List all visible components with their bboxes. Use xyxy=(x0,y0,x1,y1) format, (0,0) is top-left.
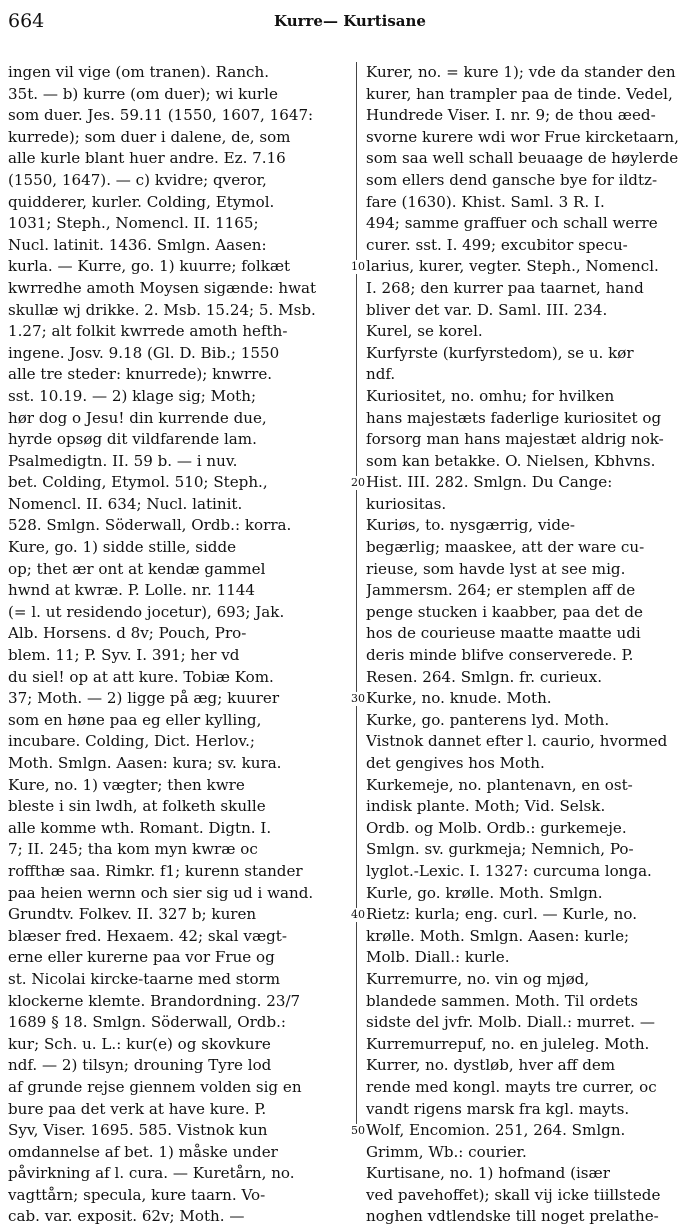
text-line: Kurer, no. = kure 1); vde da stander den xyxy=(366,63,676,81)
text-line: som duer. Jes. 59.11 (1550, 1607, 1647: xyxy=(8,106,314,125)
text-line: hans majestæts faderlige kuriositet og xyxy=(366,408,662,427)
line-number: 40 xyxy=(351,908,365,922)
text-line: Kurke, go. panterens lyd. Moth. xyxy=(366,710,610,729)
text-line: kurla. — Kurre, go. 1) kuurre; folkæt xyxy=(8,257,291,276)
text-line: Smlgn. sv. gurkmeja; Nemnich, Po- xyxy=(366,840,634,859)
line-number: 20 xyxy=(351,476,365,490)
text-line: Grundtv. Folkev. II. 327 b; kuren xyxy=(8,905,257,924)
text-line: Kurkemeje, no. plantenavn, en ost- xyxy=(366,775,633,794)
text-line: som ellers dend gansche bye for ildtz- xyxy=(366,170,658,189)
text-line: Kure, go. 1) sidde stille, sidde xyxy=(8,538,237,557)
text-line: rende med kongl. mayts tre currer, oc xyxy=(366,1077,657,1096)
text-line: deris minde blifve conserverede. P. xyxy=(366,646,634,665)
text-line: (= l. ut residendo jocetur), 693; Jak. xyxy=(8,602,285,621)
text-line: st. Nicolai kircke-taarne med storm xyxy=(8,969,281,988)
text-line: roffthæ saa. Rimkr. f1; kurenn stander xyxy=(8,861,303,880)
text-line: Syv, Viser. 1695. 585. Vistnok kun xyxy=(8,1121,268,1140)
text-line: kurer, han trampler paa de tinde. Vedel, xyxy=(366,84,673,103)
text-line: af grunde rejse giennem volden sig en xyxy=(8,1077,302,1096)
text-line: påvirkning af l. cura. — Kuretårn, no. xyxy=(8,1164,295,1183)
text-line: cab. var. exposit. 62v; Moth. — xyxy=(8,1207,245,1226)
text-line: 1689 § 18. Smlgn. Söderwall, Ordb.: xyxy=(8,1013,287,1032)
text-line: Moth. Smlgn. Aasen: kura; sv. kura. xyxy=(8,754,282,772)
text-line: vagttårn; specula, kure taarn. Vo- xyxy=(8,1185,266,1204)
text-line: 37; Moth. — 2) ligge på æg; kuurer xyxy=(8,689,280,708)
text-line: Kuriositet, no. omhu; for hvilken xyxy=(366,386,615,405)
text-line: bure paa det verk at have kure. P. xyxy=(8,1099,267,1118)
text-line: Kure, no. 1) vægter; then kwre xyxy=(8,775,245,794)
text-line: det gengives hos Moth. xyxy=(366,754,545,772)
text-line: 1031; Steph., Nomencl. II. 1165; xyxy=(8,214,259,233)
text-line: 1.27; alt folkit kwrrede amoth hefth- xyxy=(8,322,288,341)
text-line: Kuriøs, to. nysgærrig, vide- xyxy=(366,516,576,535)
text-line: Nucl. latinit. 1436. Smlgn. Aasen: xyxy=(8,235,267,254)
text-line: Grimm, Wb.: courier. xyxy=(366,1142,527,1161)
text-line: hør dog o Jesu! din kurrende due, xyxy=(8,408,267,427)
text-line: op; thet ær ont at kendæ gammel xyxy=(8,559,266,578)
text-line: forsorg man hans majestæt aldrig nok- xyxy=(366,430,664,449)
text-line: sst. 10.19. — 2) klage sig; Moth; xyxy=(8,386,257,405)
line-number: 50 xyxy=(351,1124,365,1138)
text-line: som saa well schall beuaage de høylerde xyxy=(366,149,679,168)
text-line: svorne kurere wdi wor Frue kircketaarn, xyxy=(366,127,679,146)
text-line: Wolf, Encomion. 251, 264. Smlgn. xyxy=(366,1121,626,1140)
text-line: bliver det var. D. Saml. III. 234. xyxy=(366,300,608,319)
text-line: Kurremurrepuf, no. en juleleg. Moth. xyxy=(366,1034,650,1053)
text-line: incubare. Colding, Dict. Herlov.; xyxy=(8,732,255,751)
text-line: Kurfyrste (kurfyrstedom), se u. kør xyxy=(366,343,634,362)
text-line: Jammersm. 264; er stemplen aff de xyxy=(366,581,636,600)
text-line: kurrede); som duer i dalene, de, som xyxy=(8,127,291,146)
text-line: du siel! op at att kure. Tobiæ Kom. xyxy=(8,667,274,686)
text-line: ved pavehoffet); skall vij icke tiillstede xyxy=(366,1185,661,1204)
text-line: 35t. — b) kurre (om duer); wi kurle xyxy=(8,84,278,103)
text-line: 494; samme graffuer och schall werre xyxy=(366,214,658,233)
text-line: vandt rigens marsk fra kgl. mayts. xyxy=(366,1099,630,1118)
text-line: blandede sammen. Moth. Til ordets xyxy=(366,991,638,1010)
text-line: Molb. Diall.: kurle. xyxy=(366,948,510,967)
text-line: kuriositas. xyxy=(366,494,447,513)
text-line: som kan betakke. O. Nielsen, Kbhvns. xyxy=(366,451,656,470)
text-line: Kurrer, no. dystløb, hver aff dem xyxy=(366,1056,616,1075)
text-line: hyrde opsøg dit vildfarende lam. xyxy=(8,430,257,449)
text-line: som en høne paa eg eller kylling, xyxy=(8,710,262,729)
text-line: quidderer, kurler. Colding, Etymol. xyxy=(8,192,275,211)
text-line: Nomencl. II. 634; Nucl. latinit. xyxy=(8,494,243,513)
text-line: ingen vil vige (om tranen). Ranch. xyxy=(8,63,270,81)
text-line: klockerne klemte. Brandordning. 23/7 xyxy=(8,991,301,1010)
text-line: Resen. 264. Smlgn. fr. curieux. xyxy=(366,667,603,686)
column-divider xyxy=(356,62,357,1138)
text-line: Psalmedigtn. II. 59 b. — i nuv. xyxy=(8,451,238,470)
text-line: erne eller kurerne paa vor Frue og xyxy=(8,948,275,967)
right-column xyxy=(366,62,692,1228)
text-line: lyglot.-Lexic. I. 1327: curcuma longa. xyxy=(366,861,652,880)
text-line: hwnd at kwræ. P. Lolle. nr. 1144 xyxy=(8,581,256,600)
text-line: Vistnok dannet efter l. caurio, hvormed xyxy=(366,732,668,751)
text-line: alle komme wth. Romant. Digtn. I. xyxy=(8,818,272,837)
text-line: Kurel, se korel. xyxy=(366,322,483,341)
text-line: alle kurle blant huer andre. Ez. 7.16 xyxy=(8,149,286,168)
text-line: Kurle, go. krølle. Moth. Smlgn. xyxy=(366,883,603,902)
text-line: (1550, 1647). — c) kvidre; qveror, xyxy=(8,170,267,189)
text-line: ndf. — 2) tilsyn; drouning Tyre lod xyxy=(8,1056,272,1075)
text-line: bet. Colding, Etymol. 510; Steph., xyxy=(8,473,268,492)
text-line: Ordb. og Molb. Ordb.: gurkemeje. xyxy=(366,818,627,837)
text-line: kur; Sch. u. L.: kur(e) og skovkure xyxy=(8,1034,271,1053)
text-line: krølle. Moth. Smlgn. Aasen: kurle; xyxy=(366,926,630,945)
line-number: 30 xyxy=(351,692,365,706)
text-line: larius, kurer, vegter. Steph., Nomencl. xyxy=(366,257,659,276)
text-line: skullæ wj drikke. 2. Msb. 15.24; 5. Msb. xyxy=(8,300,316,319)
text-line: Hundrede Viser. I. nr. 9; de thou æed- xyxy=(366,106,656,125)
text-line: blæser fred. Hexaem. 42; skal vægt- xyxy=(8,926,287,945)
left-column xyxy=(8,62,346,1228)
text-line: noghen vdtlendske till noget prelathe- xyxy=(366,1207,659,1226)
text-line: hos de courieuse maatte maatte udi xyxy=(366,624,641,643)
text-line: 7; II. 245; tha kom myn kwræ oc xyxy=(8,840,258,859)
text-line: 528. Smlgn. Söderwall, Ordb.: korra. xyxy=(8,516,292,535)
page-number: 664 xyxy=(8,10,45,32)
text-line: rieuse, som havde lyst at see mig. xyxy=(366,559,626,578)
text-line: ingene. Josv. 9.18 (Gl. D. Bib.; 1550 xyxy=(8,343,280,362)
text-line: alle tre steder: knurrede); knwrre. xyxy=(8,365,273,384)
text-line: Kurremurre, no. vin og mjød, xyxy=(366,969,590,988)
line-number: 10 xyxy=(351,260,365,274)
text-line: Rietz: kurla; eng. curl. — Kurle, no. xyxy=(366,905,638,924)
running-head: Kurre— Kurtisane xyxy=(274,12,426,30)
text-line: paa heien wernn och sier sig ud i wand. xyxy=(8,883,314,902)
text-line: Kurke, no. knude. Moth. xyxy=(366,689,552,708)
text-line: Hist. III. 282. Smlgn. Du Cange: xyxy=(366,473,613,492)
text-line: omdannelse af bet. 1) måske under xyxy=(8,1142,278,1161)
text-line: fare (1630). Khist. Saml. 3 R. I. xyxy=(366,192,605,211)
text-line: blem. 11; P. Syv. I. 391; her vd xyxy=(8,646,240,665)
text-line: kwrredhe amoth Moysen sigænde: hwat xyxy=(8,278,317,297)
text-line: begærlig; maaskee, att der ware cu- xyxy=(366,538,645,557)
text-line: curer. sst. I. 499; excubitor specu- xyxy=(366,235,628,254)
page-header xyxy=(0,10,700,42)
text-line: ndf. xyxy=(366,365,396,384)
text-line: bleste i sin lwdh, at folketh skulle xyxy=(8,797,266,816)
text-line: penge stucken i kaabber, paa det de xyxy=(366,602,643,621)
text-line: indisk plante. Moth; Vid. Selsk. xyxy=(366,797,606,816)
text-line: I. 268; den kurrer paa taarnet, hand xyxy=(366,278,644,297)
text-line: sidste del jvfr. Molb. Diall.: murret. — xyxy=(366,1013,655,1032)
text-line: Kurtisane, no. 1) hofmand (især xyxy=(366,1164,610,1183)
text-line: Alb. Horsens. d 8v; Pouch, Pro- xyxy=(8,624,247,643)
